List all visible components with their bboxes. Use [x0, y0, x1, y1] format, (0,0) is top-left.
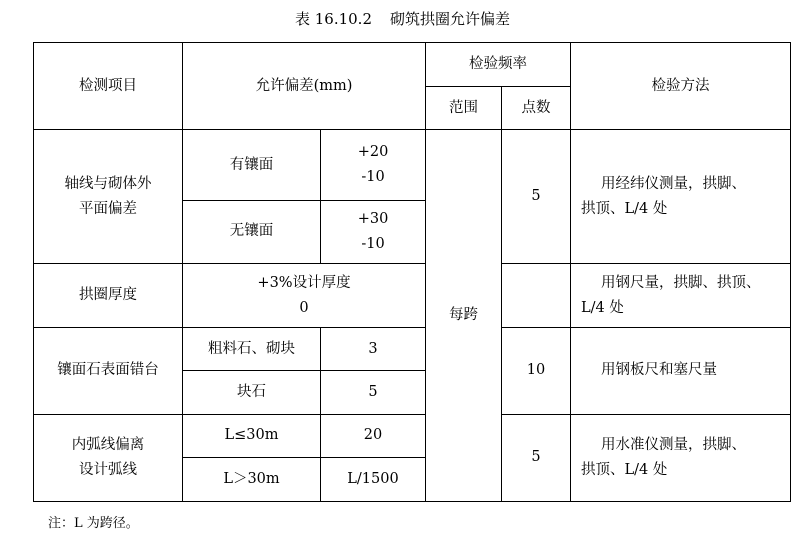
- table-note: 注：L 为跨径。: [48, 516, 139, 531]
- axis-sub1-lower: -10: [361, 169, 385, 186]
- header-points: 点数: [502, 87, 571, 130]
- arc-sub1-value: 20: [321, 414, 426, 457]
- arc-label: [34, 414, 183, 501]
- facing-label: 镶面石表面错台: [34, 328, 183, 414]
- axis-points: 5: [502, 130, 571, 264]
- arc-sub2: L＞30m: [183, 457, 321, 501]
- arc-sub2-value: L/1500: [321, 457, 426, 501]
- table-row: [34, 130, 791, 200]
- arc-label-line1: 内弧线偏离: [71, 436, 145, 453]
- axis-sub1-value: [321, 130, 426, 200]
- thickness-lower: 0: [299, 299, 309, 316]
- table-row: [34, 263, 791, 327]
- table-title-text: 砌筑拱圈允许偏差: [390, 10, 511, 28]
- thickness-label: 拱圈厚度: [34, 263, 183, 327]
- axis-sub2-lower: -10: [361, 235, 385, 252]
- axis-sub2-value: [321, 200, 426, 263]
- arc-sub1: L≤30m: [183, 414, 321, 457]
- axis-label-line2: 平面偏差: [79, 200, 137, 217]
- scope-value: 每跨: [426, 130, 502, 502]
- table-number: 表 16.10.2: [294, 10, 372, 28]
- facing-sub2-value: 5: [321, 371, 426, 414]
- header-frequency: 检验频率: [426, 43, 571, 87]
- arc-method-line1: 用水准仪测量，拱脚、: [601, 436, 747, 453]
- arc-method: [571, 414, 791, 501]
- tolerance-table: [33, 42, 791, 502]
- axis-label: [34, 130, 183, 264]
- thickness-upper: +3%设计厚度: [257, 274, 351, 291]
- axis-method-line2: 拱顶、L/4 处: [581, 200, 668, 217]
- axis-label-line1: 轴线与砌体外: [64, 175, 152, 192]
- thickness-method: [571, 263, 791, 327]
- table-row: [34, 328, 791, 371]
- arc-label-line2: 设计弧线: [79, 461, 137, 478]
- thickness-method-line1: 用钢尺量，拱脚、拱顶、: [601, 274, 761, 291]
- arc-points: 5: [502, 414, 571, 501]
- table-row: [34, 414, 791, 457]
- facing-sub1-value: 3: [321, 328, 426, 371]
- header-scope: 范围: [426, 87, 502, 130]
- header-row: [34, 43, 791, 87]
- table-title: [0, 8, 805, 29]
- header-item: 检测项目: [34, 43, 183, 130]
- header-method: 检验方法: [571, 43, 791, 130]
- facing-sub2: 块石: [183, 371, 321, 414]
- thickness-method-line2: L/4 处: [581, 299, 624, 316]
- axis-method-line1: 用经纬仪测量，拱脚、: [601, 175, 747, 192]
- thickness-points: [502, 263, 571, 327]
- facing-sub1: 粗料石、砌块: [183, 328, 321, 371]
- facing-method: [571, 328, 791, 414]
- facing-method-text: 用钢板尺和塞尺量: [601, 362, 718, 379]
- axis-sub1-upper: +20: [357, 144, 389, 161]
- axis-method: [571, 130, 791, 264]
- facing-points: 10: [502, 328, 571, 414]
- axis-sub2-upper: +30: [357, 210, 389, 227]
- axis-sub2: 无镶面: [183, 200, 321, 263]
- arc-method-line2: 拱顶、L/4 处: [581, 461, 668, 478]
- thickness-value: [183, 263, 426, 327]
- header-tolerance: 允许偏差(mm): [183, 43, 426, 130]
- axis-sub1: 有镶面: [183, 130, 321, 200]
